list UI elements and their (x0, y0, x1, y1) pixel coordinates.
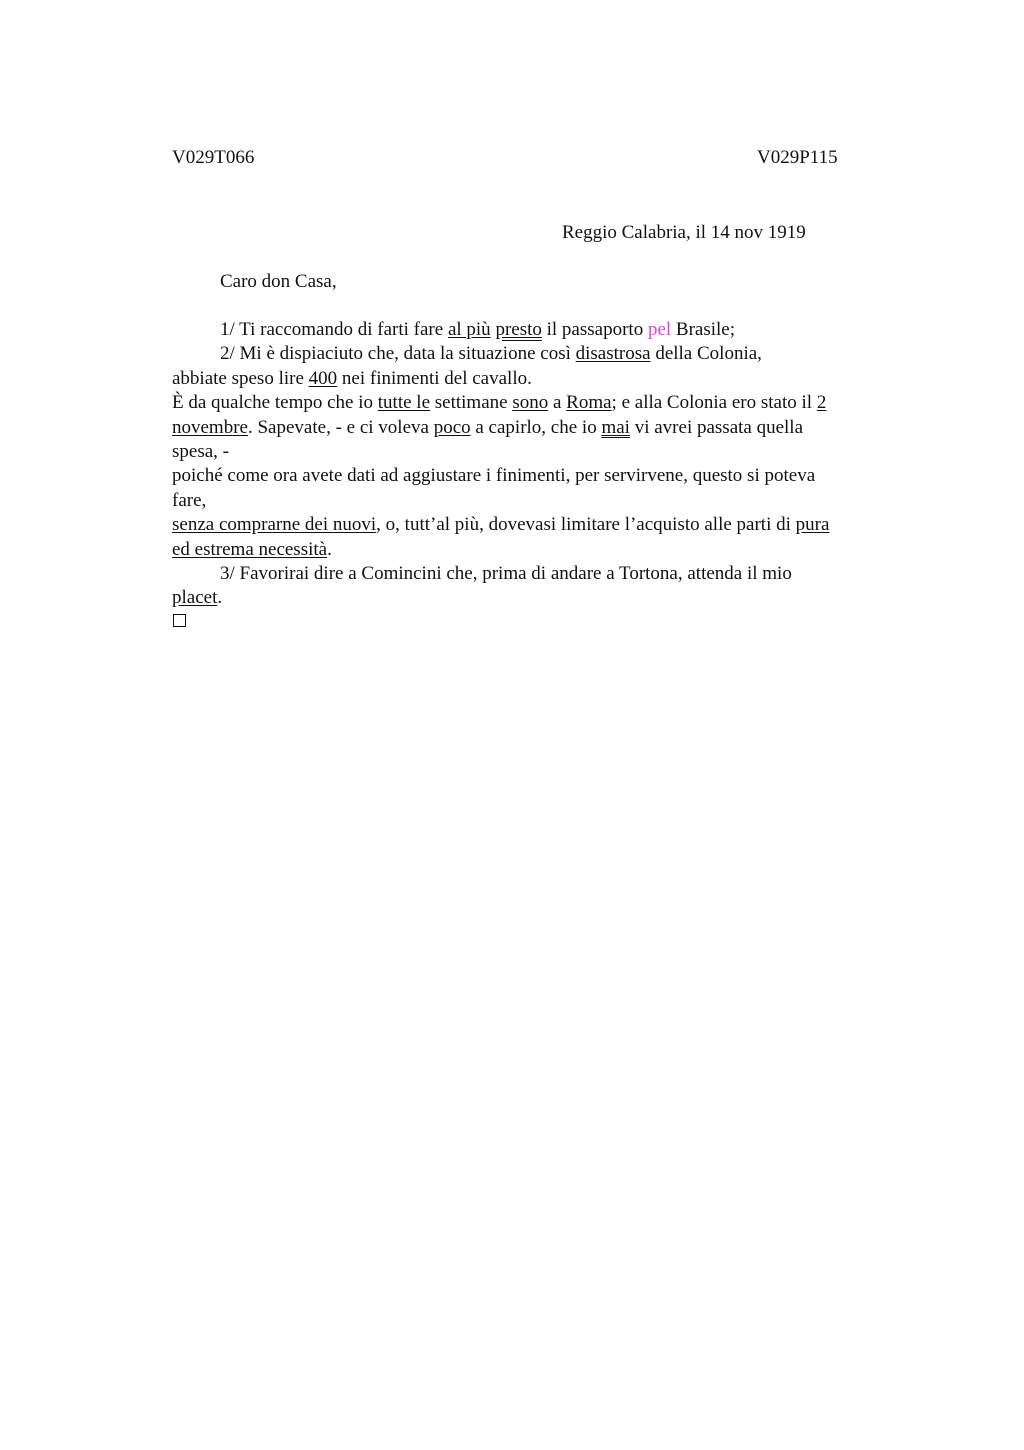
underlined-text: sono (512, 392, 549, 414)
underlined-text: senza comprarne dei nuovi (172, 514, 377, 536)
salutation: Caro don Casa, (220, 271, 337, 292)
underlined-text: mai (601, 416, 630, 438)
letter-line (172, 391, 892, 415)
letter-line (172, 538, 892, 562)
letter-line (172, 513, 892, 537)
text-segment: nei finimenti del cavallo. (337, 367, 532, 389)
text-segment: fare, (172, 489, 207, 511)
underlined-text: placet (172, 587, 218, 609)
letter-line (172, 562, 892, 586)
date-line: Reggio Calabria, il 14 nov 1919 (562, 222, 806, 243)
underlined-text: 2 (816, 392, 827, 414)
text-segment: abbiate speso lire (172, 367, 309, 389)
underlined-text: novembre (172, 416, 248, 438)
text-segment: 3/ Favorirai dire a Comincini che, prima di andare a Tortona, attenda il mio (220, 562, 792, 584)
letter-line (172, 416, 892, 440)
text-segment: della Colonia, (650, 343, 762, 365)
text-segment: . (327, 538, 332, 560)
underlined-text: presto (495, 319, 542, 340)
text-segment: settimane (430, 392, 513, 414)
underlined-text: disastrosa (575, 343, 651, 365)
underlined-text: pura (795, 514, 830, 536)
empty-square-icon (173, 614, 186, 627)
text-segment: , o, tutt’al più, dovevasi limitare l’acquisto alle parti di (376, 514, 796, 536)
document-code-left: V029T066 (172, 147, 255, 168)
underlined-text: al più (447, 319, 491, 340)
underlined-text: Roma (566, 392, 612, 414)
underlined-text: tutte le (377, 392, 430, 414)
underlined-text: poco (433, 416, 471, 438)
text-segment: Brasile; (671, 319, 736, 340)
letter-line (172, 440, 892, 464)
text-segment: È da qualche tempo che io (172, 392, 378, 414)
text-segment: . Sapevate, - e ci voleva (247, 416, 434, 438)
text-segment: poiché come ora avete dati ad aggiustare i finimenti, per servirvene, questo si poteva (172, 465, 816, 487)
highlighted-word: pel (647, 319, 672, 340)
letter-line (172, 464, 892, 488)
text-segment: ; e alla Colonia ero stato il (611, 392, 817, 414)
letter-body (172, 318, 892, 611)
underlined-text: ed estrema necessità (172, 538, 328, 560)
letter-line (172, 367, 892, 391)
text-segment: vi avrei passata quella (629, 416, 804, 438)
text-segment: 2/ Mi è dispiaciuto che, data la situazione così (220, 343, 576, 365)
text-segment: a (548, 392, 567, 414)
letter-line (172, 342, 892, 366)
letter-line (172, 318, 892, 342)
document-code-right: V029P115 (757, 147, 838, 168)
text-segment: . (217, 587, 223, 609)
text-segment: 1/ Ti raccomando di farti fare (220, 319, 448, 340)
letter-line (172, 489, 892, 513)
underlined-text: 400 (308, 367, 338, 389)
text-segment: il passaporto (541, 319, 648, 340)
letter-line (172, 586, 892, 610)
text-segment: spesa, - (172, 440, 229, 462)
text-segment: a capirlo, che io (470, 416, 602, 438)
